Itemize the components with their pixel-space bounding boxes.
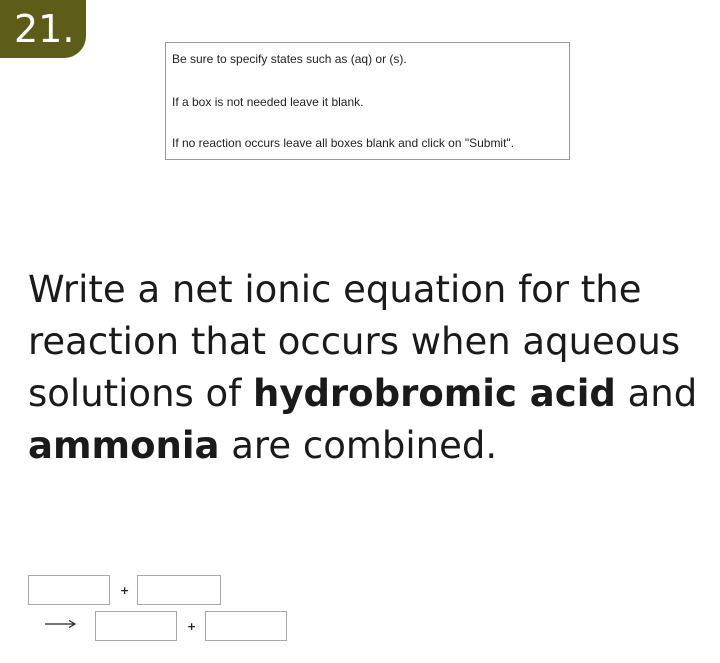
question-reagent-2: ammonia xyxy=(28,424,220,467)
product-2-input[interactable] xyxy=(205,611,287,641)
plus-sign-reactants: + xyxy=(120,584,130,597)
instruction-states: Be sure to specify states such as (aq) or (s). xyxy=(172,52,407,66)
question-text-part3: are combined. xyxy=(219,424,498,467)
plus-sign-products: + xyxy=(187,620,197,633)
question-text xyxy=(28,264,708,472)
reactant-2-input[interactable] xyxy=(137,575,221,605)
question-text-part2: and xyxy=(615,372,698,415)
question-text-part1: Write a net ionic equation for the reaction that occurs when aqueous solutions of xyxy=(28,268,681,415)
instructions-box xyxy=(165,42,570,160)
instruction-blank-box: If a box is not needed leave it blank. xyxy=(172,95,364,109)
instruction-no-reaction: If no reaction occurs leave all boxes blank and click on "Submit". xyxy=(172,136,515,150)
reactant-1-input[interactable] xyxy=(28,575,110,605)
question-reagent-1: hydrobromic acid xyxy=(252,372,616,415)
question-number-badge: 21. xyxy=(0,0,86,58)
product-1-input[interactable] xyxy=(95,611,177,641)
right-arrow-icon xyxy=(44,618,78,630)
